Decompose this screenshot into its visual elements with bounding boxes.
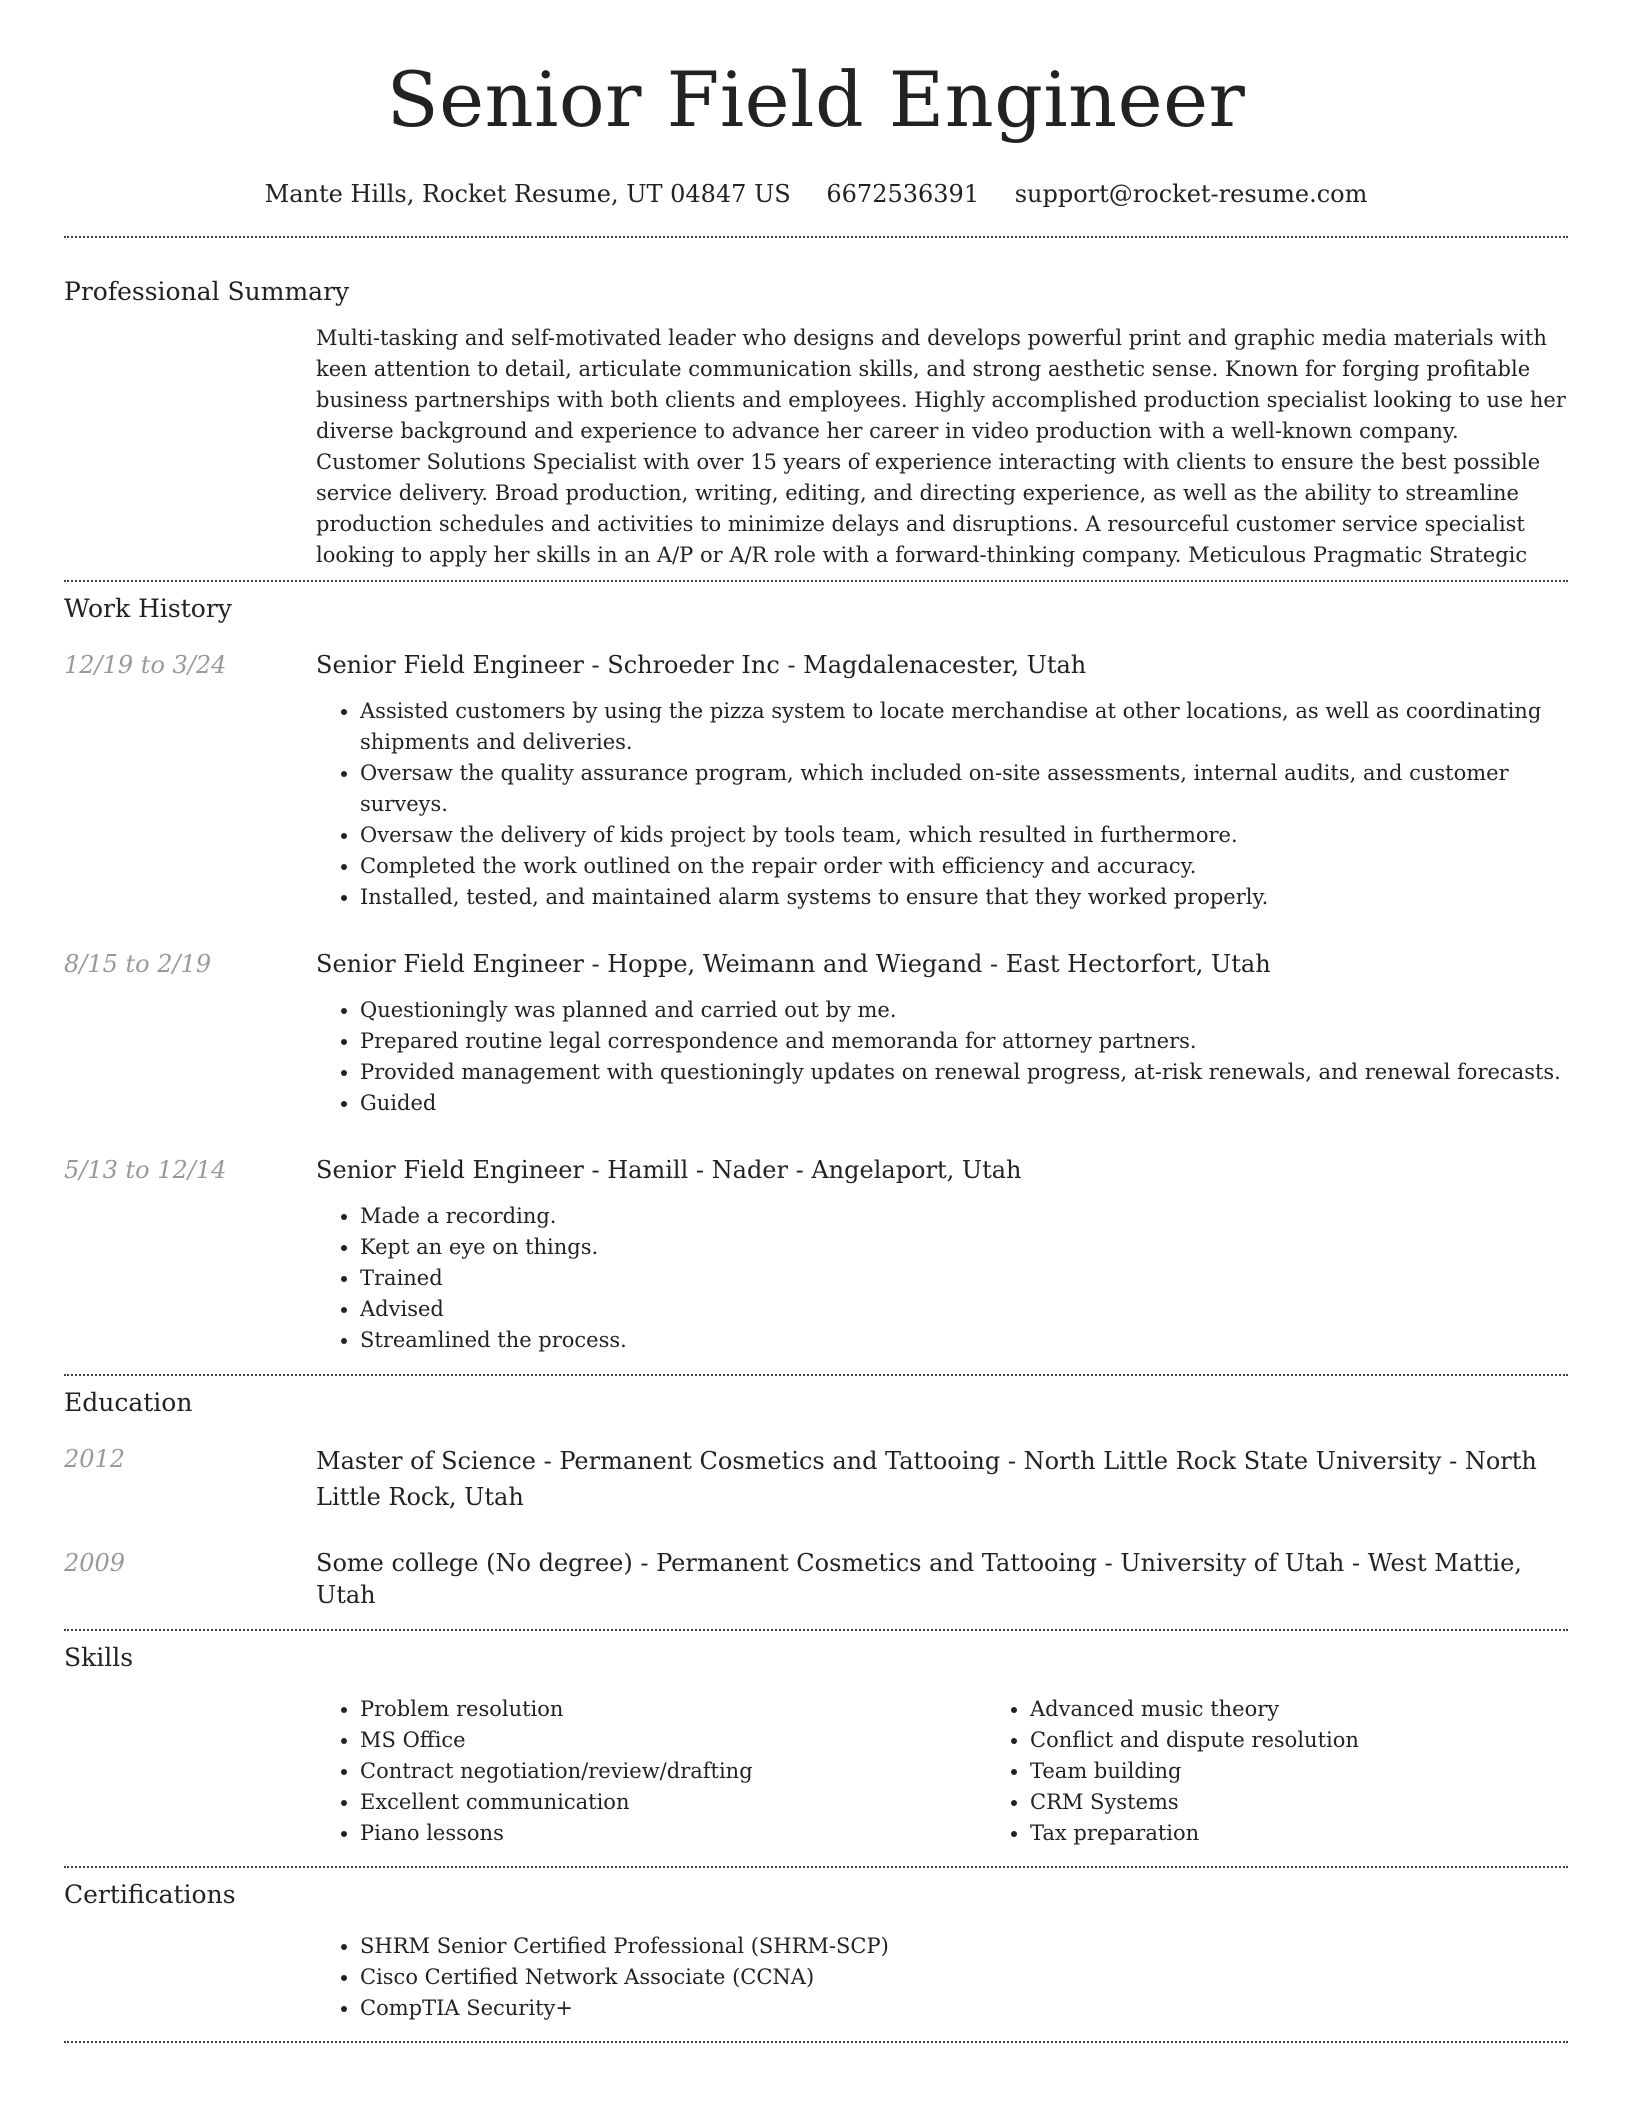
list-item: • MS Office (360, 1725, 986, 1756)
job-dates: 5/13 to 12/14 (64, 1156, 227, 1184)
list-item: • Installed, tested, and maintained alarm systems to ensure that they worked properly. (360, 882, 1568, 913)
list-item: • Problem resolution (360, 1694, 986, 1725)
list-item: • CompTIA Security+ (360, 1993, 1568, 2024)
list-item: • Oversaw the delivery of kids project by tools team, which resulted in furthermore. (360, 820, 1568, 851)
certifications-divider (64, 2041, 1568, 2043)
summary-text: Multi-tasking and self-motivated leader who designs and develops powerful print and graphic media materials with keen attention to detail, articulate communication skills, and strong aesthetic sense. Known for forging profitable business partnerships with both clients and employees. Highly accomplished production specialist looking to use her diverse background and experience to advance her career in video production with a well-known company. Customer Solutions Specialist with over 15 years of experience interacting with clients to ensure the best possible service delivery. Broad production, writing, editing, and directing experience, as well as the ability to streamline production schedules and activities to minimize delays and disruptions. A resourceful customer service specialist looking to apply her skills in an A/P or A/R role with a forward-thinking company. Meticulous Pragmatic Strategic (316, 326, 1566, 567)
education-heading: Master of Science - Permanent Cosmetics and Tattooing - North Little Rock State University - North Little Rock, Utah (316, 1447, 1537, 1511)
education-title: Education (64, 1388, 193, 1417)
job-heading: Senior Field Engineer - Hoppe, Weimann and Wiegand - East Hectorfort, Utah (316, 950, 1271, 978)
summary-title: Professional Summary (64, 277, 350, 306)
list-item: • Questioningly was planned and carried out by me. (360, 995, 1568, 1026)
education-heading: Some college (No degree) - Permanent Cosmetics and Tattooing - University of Utah - West Mattie, Utah (316, 1549, 1522, 1609)
list-item: • Contract negotiation/review/drafting (360, 1756, 986, 1787)
list-item: • SHRM Senior Certified Professional (SHRM-SCP) (360, 1931, 1568, 1962)
list-item: • CRM Systems (1030, 1787, 1632, 1818)
list-item: • Guided (360, 1088, 1568, 1119)
list-item: • Assisted customers by using the pizza system to locate merchandise at other locations, as well as coordinating shipments and deliveries. (360, 696, 1568, 758)
certifications-list (316, 1931, 1568, 2024)
contact-phone: 6672536391 (826, 180, 980, 208)
job-entry (64, 649, 1568, 913)
education-section (64, 1376, 1568, 1611)
list-item: • Trained (360, 1263, 1568, 1294)
list-item: • Team building (1030, 1756, 1632, 1787)
work-title: Work History (64, 594, 232, 623)
job-bullets (316, 995, 1568, 1119)
summary-section (64, 238, 1568, 571)
list-item: • Made a recording. (360, 1201, 1568, 1232)
education-entry (64, 1443, 1568, 1515)
list-item: • Advised (360, 1294, 1568, 1325)
list-item: • Streamlined the process. (360, 1325, 1568, 1356)
contact-address: Mante Hills, Rocket Resume, UT 04847 US (264, 180, 791, 208)
work-section (64, 582, 1568, 1356)
list-item: • Cisco Certified Network Associate (CCNA) (360, 1962, 1568, 1993)
job-bullets (316, 696, 1568, 913)
certifications-section (64, 1868, 1568, 2024)
list-item: • Kept an eye on things. (360, 1232, 1568, 1263)
job-dates: 12/19 to 3/24 (64, 651, 227, 679)
skills-title: Skills (64, 1643, 134, 1672)
education-year: 2009 (64, 1549, 126, 1577)
job-entry (64, 948, 1568, 1119)
education-year: 2012 (64, 1445, 126, 1473)
certifications-title: Certifications (64, 1880, 236, 1909)
job-bullets (316, 1201, 1568, 1356)
list-item: • Completed the work outlined on the repair order with efficiency and accuracy. (360, 851, 1568, 882)
job-heading: Senior Field Engineer - Hamill - Nader - Angelaport, Utah (316, 1156, 1022, 1184)
job-dates: 8/15 to 2/19 (64, 950, 212, 978)
list-item: • Excellent communication (360, 1787, 986, 1818)
list-item: • Piano lessons (360, 1818, 986, 1849)
contact-email: support@rocket-resume.com (1014, 180, 1368, 208)
skills-list-right (986, 1694, 1632, 1849)
list-item: • Prepared routine legal correspondence and memoranda for attorney partners. (360, 1026, 1568, 1057)
skills-section (64, 1631, 1568, 1849)
contact-line (64, 178, 1568, 210)
job-heading: Senior Field Engineer - Schroeder Inc - Magdalenacester, Utah (316, 651, 1087, 679)
education-entry (64, 1547, 1568, 1611)
job-entry (64, 1154, 1568, 1356)
list-item: • Advanced music theory (1030, 1694, 1632, 1725)
skills-list-left (316, 1694, 986, 1849)
resume-name: Senior Field Engineer (386, 55, 1246, 144)
skills-grid (316, 1694, 1568, 1849)
list-item: • Tax preparation (1030, 1818, 1632, 1849)
list-item: • Oversaw the quality assurance program, which included on-site assessments, internal audits, and customer surveys. (360, 758, 1568, 820)
list-item: • Conflict and dispute resolution (1030, 1725, 1632, 1756)
list-item: • Provided management with questioningly updates on renewal progress, at-risk renewals, and renewal forecasts. (360, 1057, 1568, 1088)
